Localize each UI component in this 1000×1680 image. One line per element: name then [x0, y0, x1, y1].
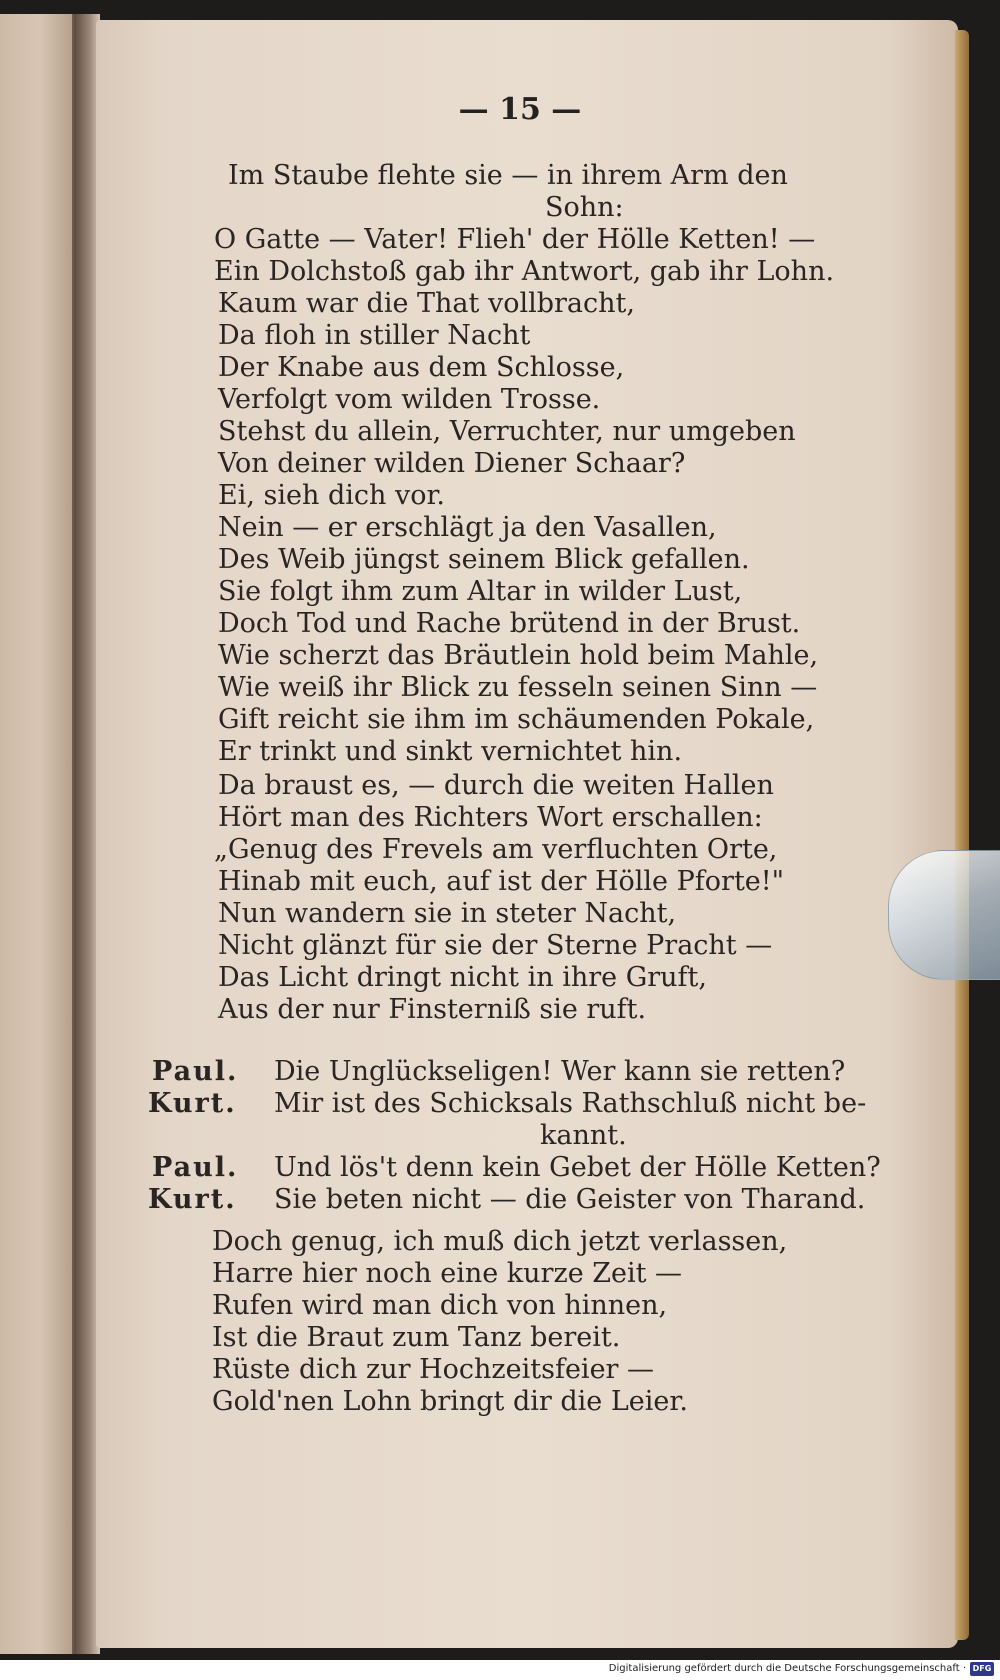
verse-line: Wie scherzt das Bräutlein hold beim Mahle,: [218, 640, 819, 671]
verse-line: Ei, sieh dich vor.: [218, 480, 445, 511]
page-number: — 15 —: [458, 92, 582, 127]
verse-line: Er trinkt und sinkt vernichtet hin.: [218, 736, 683, 767]
verse-line: „Genug des Frevels am verfluchten Orte,: [214, 834, 778, 865]
verse-line: Der Knabe aus dem Schlosse,: [218, 352, 625, 383]
speaker-name: Kurt.: [148, 1184, 237, 1215]
verse-line: Im Staube flehte sie — in ihrem Arm den: [228, 160, 788, 191]
dialogue-line: kannt.: [540, 1120, 627, 1151]
verse-line: Verfolgt vom wilden Trosse.: [218, 384, 601, 415]
verse-line: Hört man des Richters Wort erschallen:: [218, 802, 763, 833]
verse-line: Kaum war die That vollbracht,: [218, 288, 635, 319]
speaker-name: Kurt.: [148, 1088, 237, 1119]
dialogue-line: Die Unglückseligen! Wer kann sie retten?: [274, 1056, 846, 1087]
verse-line: Gift reicht sie ihm im schäumenden Pokale,: [218, 704, 815, 735]
verse-line: Ist die Braut zum Tanz bereit.: [212, 1322, 621, 1353]
verse-line: Nein — er erschlägt ja den Vasallen,: [218, 512, 717, 543]
verse-line: Hinab mit euch, auf ist der Hölle Pforte!": [218, 866, 785, 897]
facing-page-edge: [0, 14, 74, 1654]
dialogue-line: Sie beten nicht — die Geister von Tharand.: [274, 1184, 866, 1215]
verse-line: Sie folgt ihm zum Altar in wilder Lust,: [218, 576, 743, 607]
verse-line: Rüste dich zur Hochzeitsfeier —: [212, 1354, 655, 1385]
verse-line: Aus der nur Finsterniß sie ruft.: [218, 994, 647, 1025]
verse-line: O Gatte — Vater! Flieh' der Hölle Ketten! —: [214, 224, 816, 255]
verse-line: Doch Tod und Rache brütend in der Brust.: [218, 608, 801, 639]
verse-line: Das Licht dringt nicht in ihre Gruft,: [218, 962, 707, 993]
verse-line: Da braust es, — durch die weiten Hallen: [218, 770, 774, 801]
page-block-edge: [955, 30, 969, 1640]
dialogue-line: Und lös't denn kein Gebet der Hölle Ketten?: [274, 1152, 881, 1183]
verse-line: Harre hier noch eine kurze Zeit —: [212, 1258, 683, 1289]
page-clip: [888, 850, 1000, 980]
dialogue-line: Mir ist des Schicksals Rathschluß nicht be-: [274, 1088, 867, 1119]
verse-line: Doch genug, ich muß dich jetzt verlassen,: [212, 1226, 788, 1257]
funding-credit: Digitalisierung gefördert durch die Deutsche Forschungsgemeinschaft ·: [608, 1663, 966, 1674]
verse-line: Rufen wird man dich von hinnen,: [212, 1290, 668, 1321]
verse-line: Ein Dolchstoß gab ihr Antwort, gab ihr Lohn.: [214, 256, 835, 287]
verse-line: Wie weiß ihr Blick zu fesseln seinen Sinn —: [218, 672, 818, 703]
speaker-name: Paul.: [152, 1152, 239, 1183]
dfg-logo: DFG: [970, 1662, 994, 1676]
verse-line: Nicht glänzt für sie der Sterne Pracht —: [218, 930, 773, 961]
verse-line: Von deiner wilden Diener Schaar?: [218, 448, 686, 479]
verse-line: Stehst du allein, Verruchter, nur umgeben: [218, 416, 796, 447]
verse-line: Da floh in stiller Nacht: [218, 320, 531, 351]
speaker-name: Paul.: [152, 1056, 239, 1087]
verse-line: Gold'nen Lohn bringt dir die Leier.: [212, 1386, 688, 1417]
verse-line: Des Weib jüngst seinem Blick gefallen.: [218, 544, 750, 575]
verse-line: Nun wandern sie in steter Nacht,: [218, 898, 677, 929]
verse-line: Sohn:: [545, 192, 624, 223]
